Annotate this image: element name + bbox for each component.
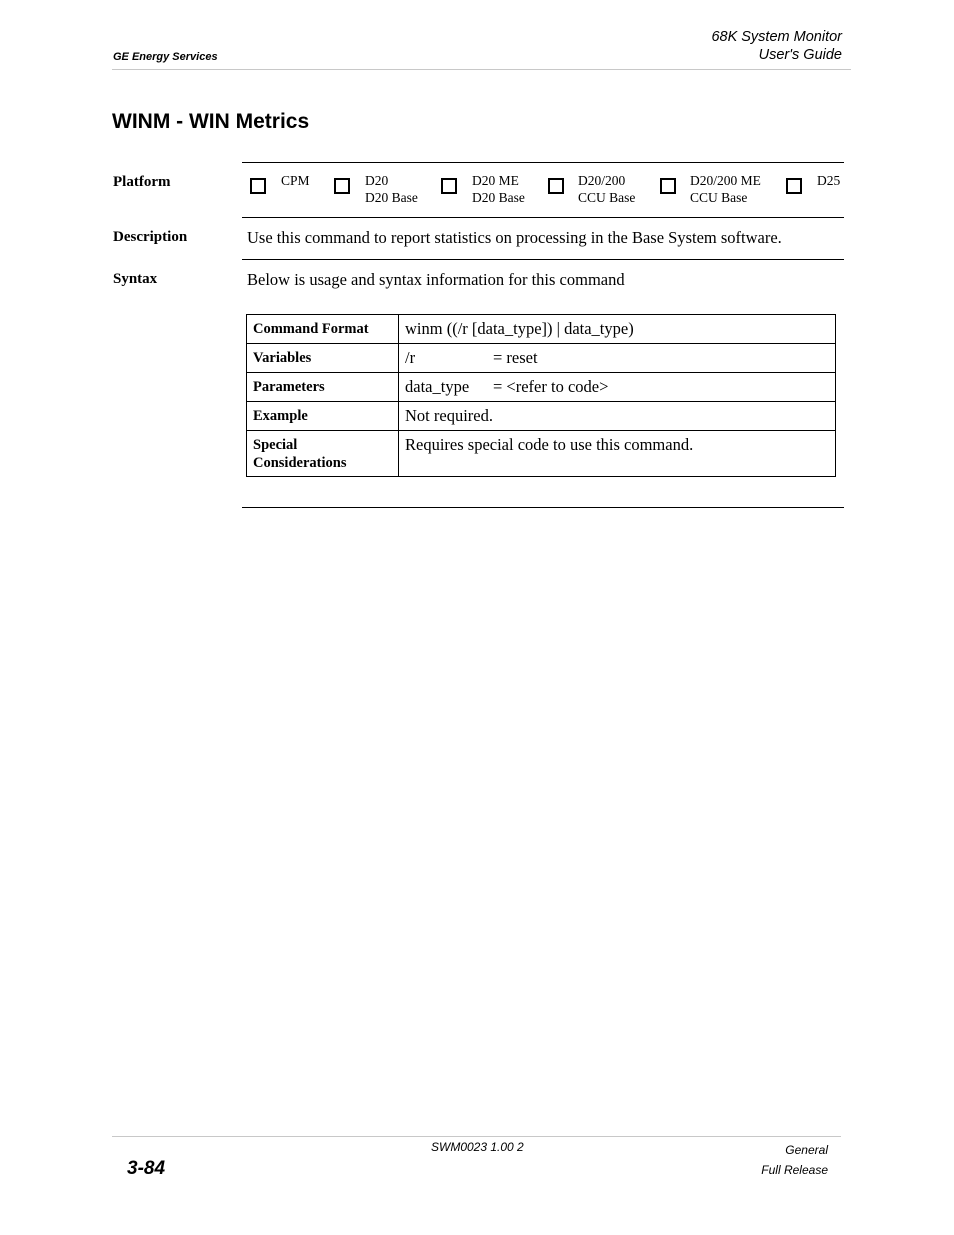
platform-option-line: CPM — [281, 173, 310, 188]
variable-name: /r — [405, 348, 416, 367]
special-label-line1: Special — [253, 437, 298, 453]
platform-option-line: D20 Base — [365, 190, 418, 205]
platform-label: Platform — [113, 174, 171, 190]
platform-option-line: D20 Base — [472, 190, 525, 205]
section-divider — [242, 259, 844, 260]
platform-checkbox-d20-200[interactable] — [548, 178, 564, 194]
document-number: SWM0023 1.00 2 — [431, 1140, 524, 1154]
page-title: WINM - WIN Metrics — [112, 110, 310, 133]
platform-option-d20-me — [472, 172, 525, 206]
section-divider-bottom — [242, 507, 844, 508]
parameter-name: data_type — [405, 377, 470, 396]
example-value: Not required. — [399, 402, 836, 431]
platform-option-line: D20 — [365, 173, 389, 188]
platform-option-line: CCU Base — [690, 190, 748, 205]
variable-description: = reset — [493, 348, 538, 367]
special-considerations-value: Requires special code to use this command. — [399, 431, 836, 477]
platform-checkbox-d20[interactable] — [334, 178, 350, 194]
platform-option-line: D20/200 ME — [690, 173, 761, 188]
release-status: Full Release — [761, 1163, 828, 1177]
footer-divider — [112, 1136, 841, 1137]
description-text: Use this command to report statistics on processing in the Base System software. — [247, 228, 782, 247]
platform-option-line: D20 ME — [472, 173, 519, 188]
table-row — [247, 431, 836, 477]
description-label: Description — [113, 229, 188, 245]
section-divider — [242, 217, 844, 218]
table-row — [247, 402, 836, 431]
example-label: Example — [247, 402, 399, 431]
document-title-line2: User's Guide — [758, 47, 842, 63]
command-format-label: Command Format — [247, 315, 399, 344]
variables-value — [399, 344, 836, 373]
syntax-intro: Below is usage and syntax information for this command — [247, 270, 625, 289]
special-label-line2: Considerations — [253, 455, 347, 471]
special-considerations-label — [247, 431, 399, 477]
company-name: GE Energy Services — [113, 51, 218, 63]
platform-checkbox-d20-me[interactable] — [441, 178, 457, 194]
release-info — [761, 1140, 828, 1180]
platform-checkbox-d25[interactable] — [786, 178, 802, 194]
platform-option-d20 — [365, 172, 418, 206]
table-row — [247, 315, 836, 344]
page-number: 3-84 — [127, 1158, 166, 1179]
syntax-table — [246, 314, 836, 477]
release-category: General — [785, 1143, 828, 1157]
platform-checkbox-cpm[interactable] — [250, 178, 266, 194]
table-row — [247, 344, 836, 373]
document-title — [711, 28, 842, 64]
table-row — [247, 373, 836, 402]
parameters-label: Parameters — [247, 373, 399, 402]
parameters-value — [399, 373, 836, 402]
platform-option-d25 — [817, 172, 840, 189]
section-divider-top — [242, 162, 844, 163]
variables-label: Variables — [247, 344, 399, 373]
parameter-description: = <refer to code> — [493, 377, 609, 396]
platform-option-d20-200-me — [690, 172, 761, 206]
header-divider — [112, 69, 851, 70]
platform-option-cpm — [281, 172, 310, 189]
platform-option-line: D20/200 — [578, 173, 626, 188]
syntax-label: Syntax — [113, 271, 158, 287]
platform-option-d20-200 — [578, 172, 635, 206]
platform-option-line: D25 — [817, 173, 841, 188]
platform-option-line: CCU Base — [578, 190, 636, 205]
command-format-value: winm ((/r [data_type]) | data_type) — [399, 315, 836, 344]
platform-checkbox-d20-200-me[interactable] — [660, 178, 676, 194]
document-title-line1: 68K System Monitor — [711, 29, 842, 45]
